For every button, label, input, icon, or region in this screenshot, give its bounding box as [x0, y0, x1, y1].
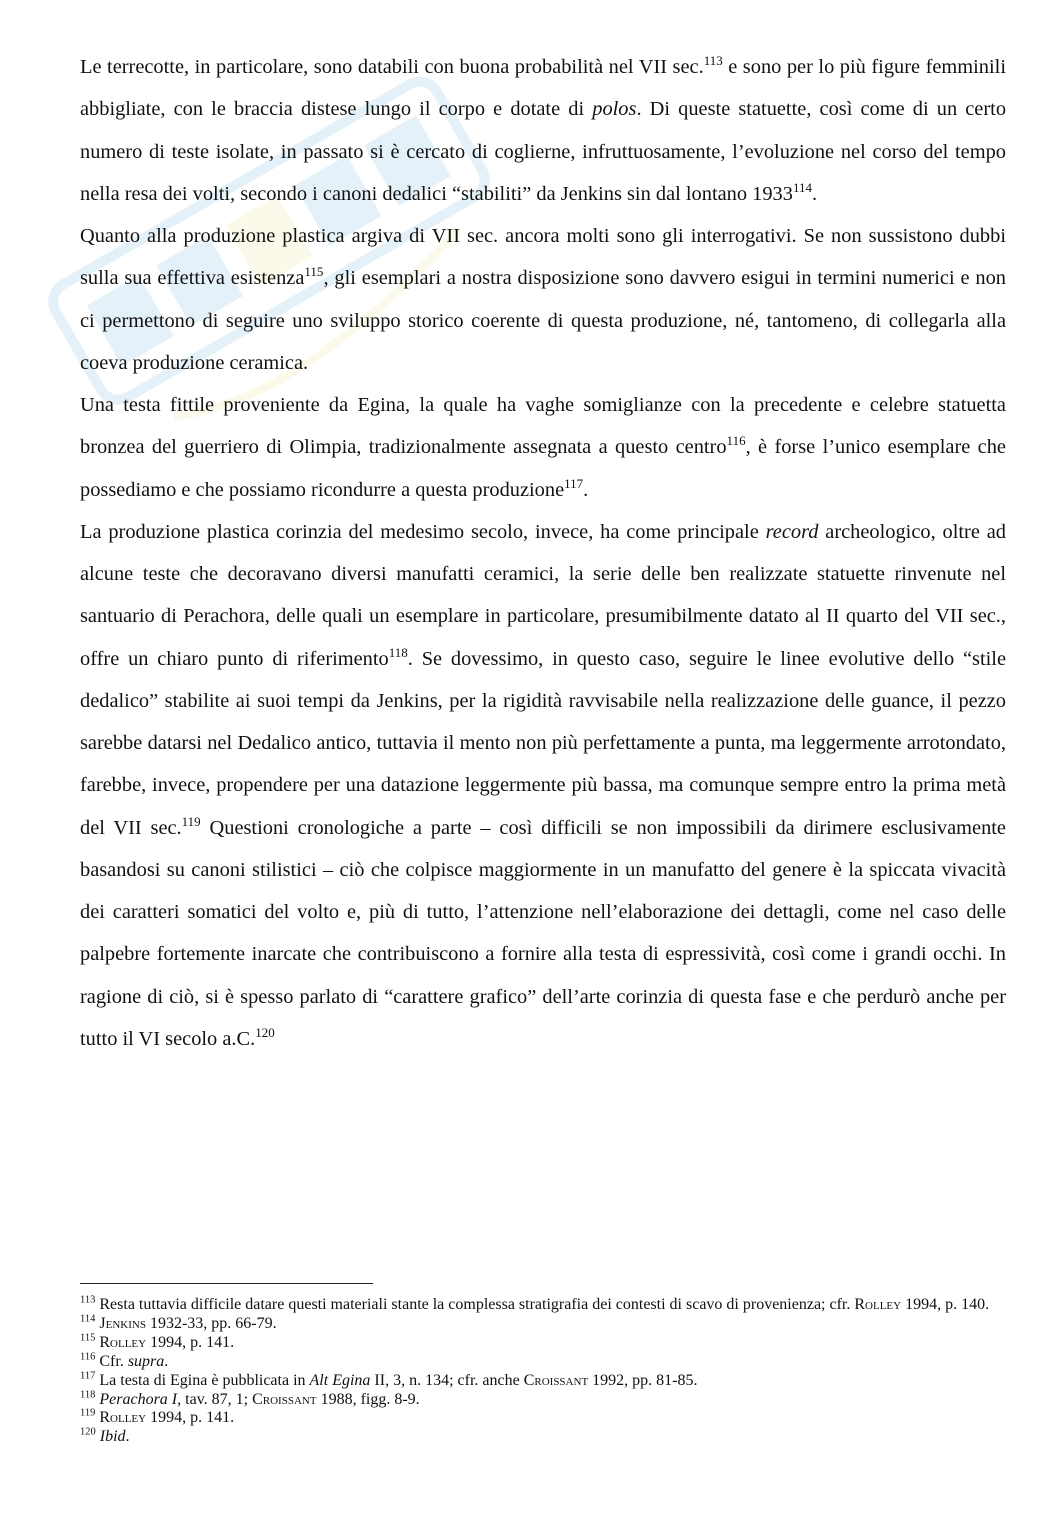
footnote-113: $^{113}$ Resta tuttavia difficile datare questi materiali stante la complessa stratigrafia dei contesti di scavo di provenienza; cfr. Rolley 1994, p. 140.: [80, 1294, 990, 1313]
footnote-114: $^{114}$ Jenkins 1932-33, pp. 66-79.: [80, 1313, 277, 1332]
footnote-divider: [80, 1283, 373, 1284]
footnote-120: $^{120}$ Ibid.: [80, 1427, 130, 1446]
footnote-ref-115[interactable]: 115: [304, 264, 324, 280]
footnote-ref-117[interactable]: 117: [564, 475, 584, 491]
footnotes: [80, 1296, 1006, 1447]
footnote-ref-116[interactable]: 116: [726, 433, 746, 449]
footnote-119: $^{119}$ Rolley 1994, p. 141.: [80, 1408, 235, 1427]
paragraph-argiva: Quanto alla produzione plastica argiva di VII sec. ancora molti sono gli interrogativi. Se non sussistono dubbi sulla sua effettiva esistenza$^{115}$, gli esemplari a nostra disposizione sono davvero esigui in termini numerici e non ci permettono di seguire uno sviluppo storico coerente di questa produzione, né, tantomeno, di collegarla alla coeva produzione ceramica.: [80, 225, 1006, 374]
paragraph-corinzia: La produzione plastica corinzia del medesimo secolo, invece, ha come principale record archeologico, oltre ad alcune teste che decoravano diversi manufatti ceramici, la serie delle ben realizzate statuette rinvenute nel santuario di Perachora, delle quali un esemplare in particolare, presumibilmente datato al II quarto del VII sec., offre un chiaro punto di riferimento$^{118}$. Se dovessimo, in questo caso, seguire le linee evolutive dello “stile dedalico” stabilite ai suoi tempi da Jenkins, per la rigidità ravvisabile nella realizzazione delle guance, il pezzo sarebbe datarsi nel Dedalico antico, tuttavia il mento non più perfettamente a punta, ma leggermente arrotondato, farebbe, invece, propendere per una datazione leggermente più bassa, ma comunque sempre entro la prima metà del VII sec.$^{119}$ Questioni cronologiche a parte – così difficili se non impossibili da dirimere esclusivamente basandosi su canoni stilistici – ciò che colpisce maggiormente in un manufatto del genere è la spiccata vivacità dei caratteri somatici del volto e, più di tutto, l’attenzione nell’elaborazione dei dettagli, come nel caso delle palpebre fortemente inarcate che contribuiscono a fornire alla testa di espressività, così come i grandi occhi. In ragione di ciò, si è spesso parlato di “carattere grafico” dell’arte corinzia di questa fase e che perdurò anche per tutto il VI secolo a.C.$^{120}$: [80, 520, 1007, 1050]
main-text: [80, 46, 1006, 1060]
footnote-116: $^{116}$ Cfr. supra.: [80, 1351, 169, 1370]
footnote-117: $^{117}$ La testa di Egina è pubblicata in Alt Egina II, 3, n. 134; cfr. anche Croissant 1992, pp. 81-85.: [80, 1370, 698, 1389]
footnote-ref-114[interactable]: 114: [792, 179, 812, 195]
footnote-ref-119[interactable]: 119: [181, 813, 201, 829]
paragraph-terrecotte: Le terrecotte, in particolare, sono databili con buona probabilità nel VII sec.$^{113}$ e sono per lo più figure femminili abbigliate, con le braccia distese lungo il corpo e dotate di polos. Di queste statuette, così come di un certo numero di teste isolate, in passato si è cercato di coglierne, infruttuosamente, l’evoluzione nel corso del tempo nella resa dei volti, secondo i canoni dedalici “stabiliti” da Jenkins sin dal lontano 1933$^{114}$.: [80, 53, 1007, 205]
footnote-ref-113[interactable]: 113: [703, 53, 723, 69]
paragraph-egina: Una testa fittile proveniente da Egina, la quale ha vaghe somiglianze con la precedente e celebre statuetta bronzea del guerriero di Olimpia, tradizionalmente assegnata a questo centro$^{116}$, è forse l’unico esemplare che possediamo e che possiamo ricondurre a questa produzione$^{117}$.: [80, 394, 1006, 501]
footnote-ref-120[interactable]: 120: [255, 1024, 275, 1040]
footnote-115: $^{115}$ Rolley 1994, p. 141.: [80, 1332, 235, 1351]
footnote-ref-118[interactable]: 118: [388, 644, 408, 660]
footnote-118: $^{118}$ Perachora I, tav. 87, 1; Croissant 1988, figg. 8-9.: [80, 1389, 420, 1408]
